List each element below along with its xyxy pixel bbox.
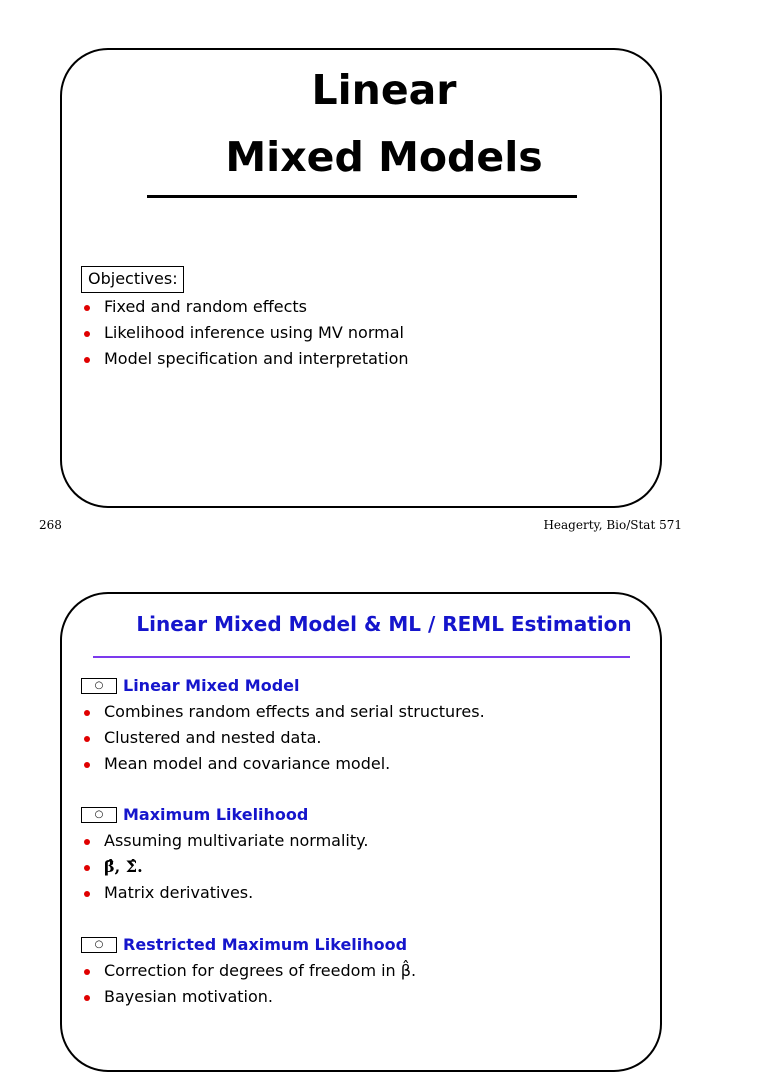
list-item: Fixed and random effects: [83, 294, 409, 320]
subheading-label: Maximum Likelihood: [123, 805, 309, 824]
list-item: Likelihood inference using MV normal: [83, 320, 409, 346]
circle-marker-icon: ○: [81, 807, 117, 823]
title-rule: [147, 195, 577, 198]
objectives-list: [83, 294, 409, 372]
circle-marker-icon: ○: [81, 937, 117, 953]
slide-title-line-2: Mixed Models: [225, 133, 543, 181]
circle-marker-icon: ○: [81, 678, 117, 694]
subheading-label: Restricted Maximum Likelihood: [123, 935, 408, 954]
slide-title-line-1: Linear: [311, 66, 457, 114]
list-item: Bayesian motivation.: [83, 984, 416, 1010]
ml-list: [83, 828, 368, 906]
footer-credit: Heagerty, Bio/Stat 571: [543, 518, 682, 532]
list-item: Combines random effects and serial structures.: [83, 699, 485, 725]
list-item: Assuming multivariate normality.: [83, 828, 368, 854]
list-item: Matrix derivatives.: [83, 880, 368, 906]
page-number: 268: [39, 518, 62, 532]
list-item: Mean model and covariance model.: [83, 751, 485, 777]
subheading-label: Linear Mixed Model: [123, 676, 300, 695]
section-rule: [93, 656, 630, 658]
slide-2-title: Linear Mixed Model & ML / REML Estimation: [136, 612, 632, 636]
list-item: Clustered and nested data.: [83, 725, 485, 751]
reml-list: [83, 958, 416, 1010]
list-item: Model specification and interpretation: [83, 346, 409, 372]
lmm-list: [83, 699, 485, 777]
list-item: Correction for degrees of freedom in β̂.: [83, 958, 416, 984]
objectives-label: Objectives:: [81, 266, 184, 293]
list-item: β̂, Σ̂.: [83, 854, 368, 880]
